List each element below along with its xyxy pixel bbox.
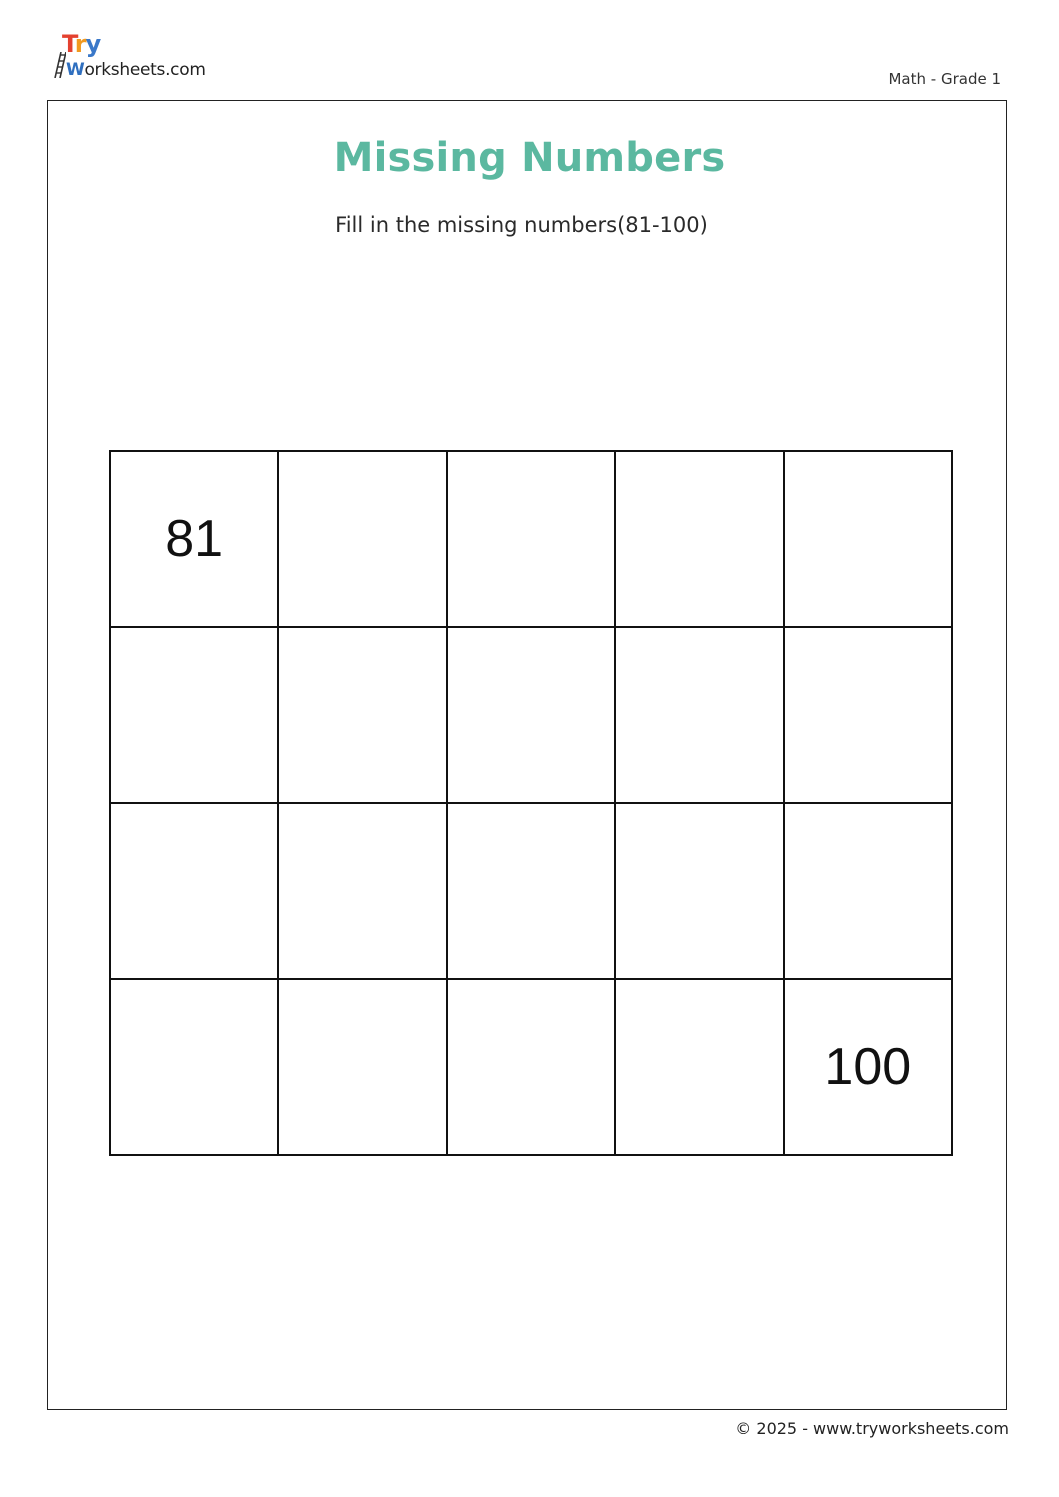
grid-cell-blank[interactable] bbox=[616, 804, 784, 980]
grid-cell-blank[interactable] bbox=[785, 628, 953, 804]
grid-cell-blank[interactable] bbox=[785, 452, 953, 628]
grid-cell-given: 81 bbox=[111, 452, 279, 628]
grid-cell-blank[interactable] bbox=[448, 980, 616, 1156]
logo-domain: .com bbox=[165, 60, 206, 80]
grid-cell-blank[interactable] bbox=[616, 452, 784, 628]
grid-cell-given: 100 bbox=[785, 980, 953, 1156]
logo-letter-y: y bbox=[85, 30, 101, 58]
logo-worksheets-text bbox=[66, 60, 206, 80]
grid-cell-blank[interactable] bbox=[785, 804, 953, 980]
worksheet-title: Missing Numbers bbox=[333, 135, 726, 181]
footer-copyright: © 2025 - www.tryworksheets.com bbox=[735, 1419, 1009, 1438]
grid-cell-blank[interactable] bbox=[448, 804, 616, 980]
grid-cell-blank[interactable] bbox=[279, 452, 447, 628]
grid-cell-blank[interactable] bbox=[448, 452, 616, 628]
grid-cell-blank[interactable] bbox=[279, 628, 447, 804]
logo-letter-r: r bbox=[74, 30, 86, 58]
grid-cell-blank[interactable] bbox=[279, 980, 447, 1156]
logo-try-text bbox=[62, 30, 100, 58]
grid-cell-blank[interactable] bbox=[111, 804, 279, 980]
logo-brand-rest: orksheets bbox=[84, 60, 166, 80]
grid-cell-blank[interactable] bbox=[279, 804, 447, 980]
worksheet-instructions: Fill in the missing numbers(81-100) bbox=[335, 213, 708, 237]
grid-cell-blank[interactable] bbox=[448, 628, 616, 804]
site-logo[interactable] bbox=[52, 30, 227, 82]
grid-cell-blank[interactable] bbox=[111, 980, 279, 1156]
grid-cell-blank[interactable] bbox=[111, 628, 279, 804]
grade-label: Math - Grade 1 bbox=[888, 70, 1001, 88]
grid-cell-blank[interactable] bbox=[616, 628, 784, 804]
logo-letter-t: T bbox=[62, 30, 75, 58]
number-grid bbox=[109, 450, 953, 1156]
logo-letter-w: W bbox=[66, 60, 85, 80]
grid-cell-blank[interactable] bbox=[616, 980, 784, 1156]
